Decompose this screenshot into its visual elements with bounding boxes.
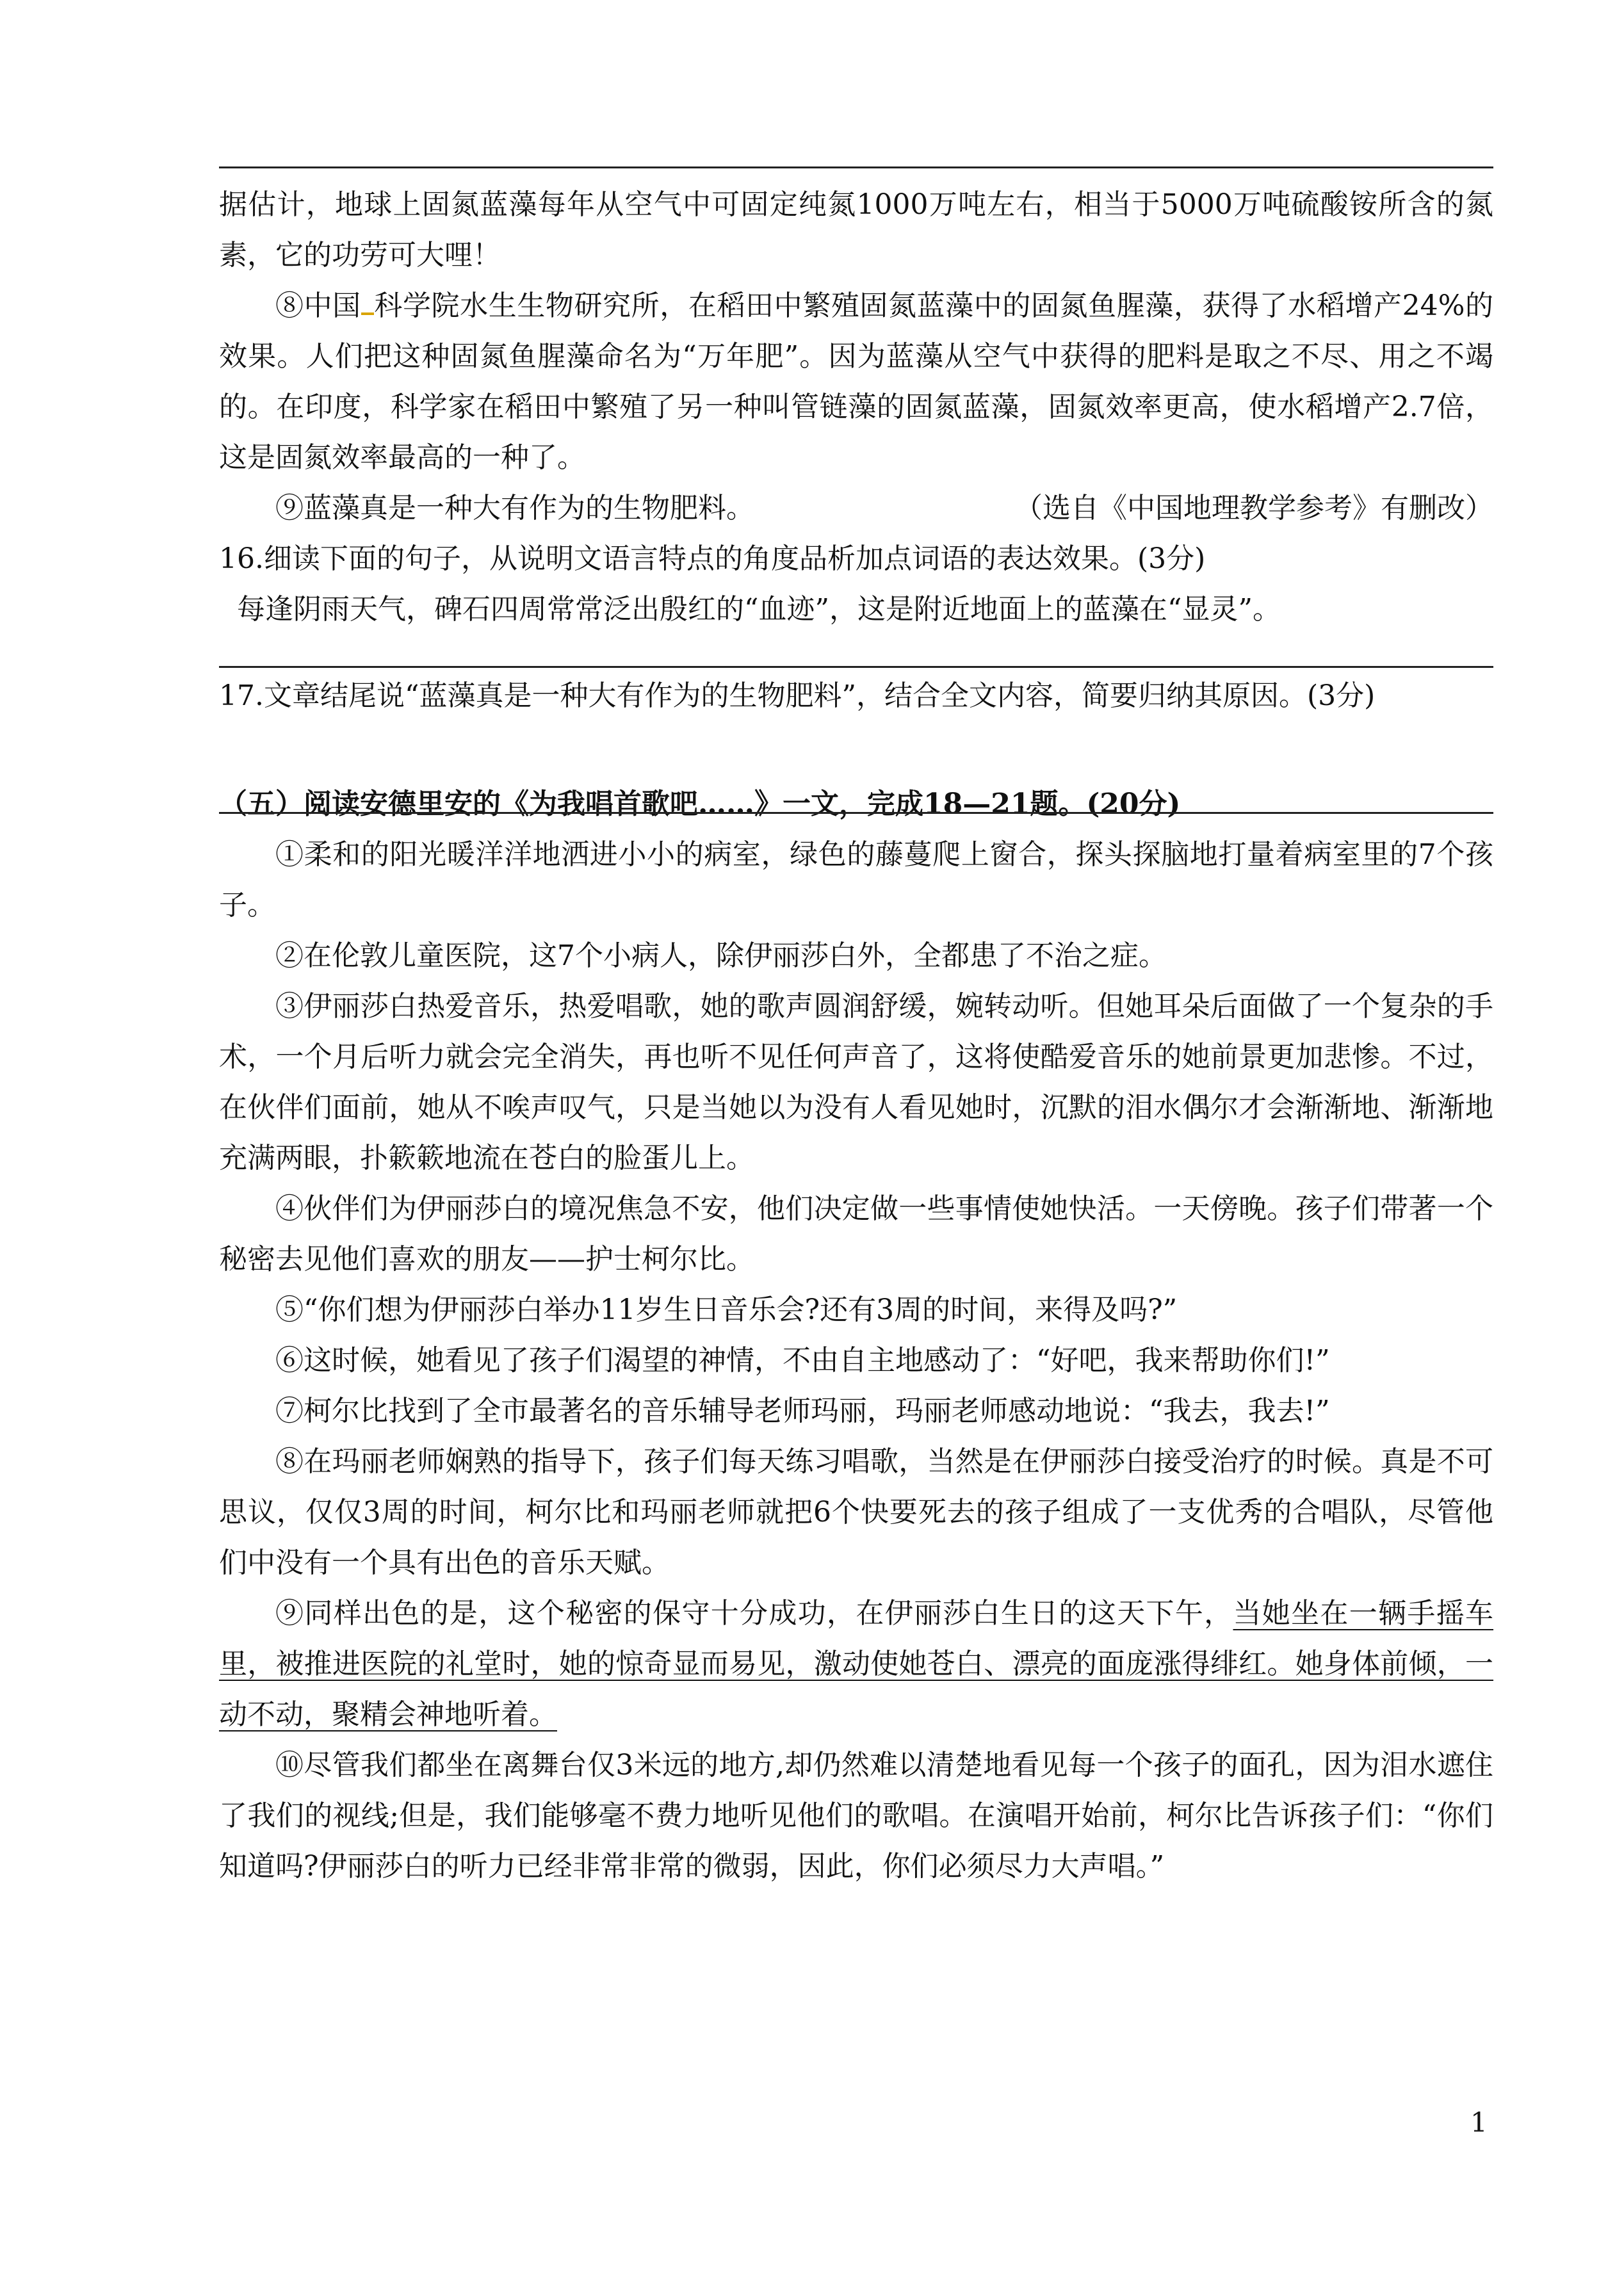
- answer-line-top: [219, 166, 1493, 168]
- story-paragraph-8: ⑧在玛丽老师娴熟的指导下，孩子们每天练习唱歌，当然是在伊丽莎白接受治疗的时候。真是不可思议，仅仅3周的时间，柯尔比和玛丽老师就把6个快要死去的孩子组成了一支优秀的合唱队，尽管他们中没有一个具有出色的音乐天赋。: [219, 1445, 1493, 1579]
- paragraph-8-start: ⑧中国: [275, 289, 361, 322]
- paragraph-8: [219, 280, 1493, 483]
- paragraph-7-continued: 据估计，地球上固氮蓝藻每年从空气中可固定纯氮1000万吨左右，相当于5000万吨硫酸铵所含的氮素，它的功劳可大哩！: [219, 188, 1493, 272]
- answer-line-17: [219, 812, 1493, 814]
- story-paragraph-1: ①柔和的阳光暖洋洋地洒进小小的病室，绿色的藤蔓爬上窗合，探头探脑地打量着病室里的7个孩子。: [219, 838, 1493, 921]
- story-paragraph-3: ③伊丽莎白热爱音乐，热爱唱歌，她的歌声圆润舒缓，婉转动听。但她耳朵后面做了一个复杂的手术，一个月后听力就会完全消失，再也听不见任何声音了，这将使酷爱音乐的她前景更加悲惨。不过，在伙伴们面前，她从不唉声叹气，只是当她以为没有人看见她时，沉默的泪水偶尔才会渐渐地、渐渐地充满两眼，扑簌簌地流在苍白的脸蛋儿上。: [219, 990, 1493, 1174]
- highlight-mark-icon: [361, 306, 374, 315]
- answer-line-16: [219, 666, 1493, 668]
- answer-space-17: [219, 721, 1493, 779]
- question-16-prompt: 16.细读下面的句子，从说明文语言特点的角度品析加点词语的表达效果。(3分): [219, 542, 1206, 575]
- story-paragraph-10: ⑩尽管我们都坐在离舞台仅3米远的地方,却仍然难以清楚地看见每一个孩子的面孔，因为泪水遮住了我们的视线;但是，我们能够毫不费力地听见他们的歌唱。在演唱开始前，柯尔比告诉孩子们：“你们知道吗?伊丽莎白的听力已经非常非常的微弱，因此，你们必须尽力大声唱。”: [219, 1749, 1493, 1883]
- story-paragraph-9-plain: ⑨同样出色的是，这个秘密的保守十分成功，在伊丽莎白生日的这天下午，: [275, 1597, 1233, 1630]
- paragraph-8-rest: 科学院水生生物研究所，在稻田中繁殖固氮蓝藻中的固氮鱼腥藻，获得了水稻增产24%的效果。人们把这种固氮鱼腥藻命名为“万年肥”。因为蓝藻从空气中获得的肥料是取之不尽、用之不竭的。在印度，科学家在稻田中繁殖了另一种叫管链藻的固氮蓝藻，固氮效率更高，使水稻增产2.7倍，这是固氮效率最高的一种了。: [219, 289, 1494, 474]
- story-paragraph-5: ⑤“你们想为伊丽莎白举办11岁生日音乐会?还有3周的时间，来得及吗?”: [275, 1293, 1178, 1326]
- story-paragraph-2: ②在伦敦儿童医院，这7个小病人，除伊丽莎白外，全都患了不治之症。: [275, 939, 1167, 972]
- story-paragraph-7: ⑦柯尔比找到了全市最著名的音乐辅导老师玛丽，玛丽老师感动地说：“我去，我去!”: [275, 1395, 1330, 1427]
- story-paragraph-6: ⑥这时候，她看见了孩子们渴望的神情，不由自主地感动了：“好吧，我来帮助你们!”: [275, 1344, 1330, 1377]
- question-17-prompt: 17.文章结尾说“蓝藻真是一种大有作为的生物肥料”，结合全文内容，简要归纳其原因。(3分): [219, 679, 1376, 712]
- page-number: 1: [1470, 2107, 1488, 2138]
- story-paragraph-9: [219, 1588, 1493, 1740]
- source-citation: （选自《中国地理教学参考》有删改）: [1014, 492, 1493, 524]
- paragraph-9-text: ⑨蓝藻真是一种大有作为的生物肥料。: [275, 492, 754, 524]
- section-5-heading: （五）阅读安德里安的《为我唱首歌吧……》一文，完成18—21题。(20分): [219, 788, 1181, 820]
- page-content: [219, 179, 1493, 1892]
- story-paragraph-4: ④伙伴们为伊丽莎白的境况焦急不安，他们决定做一些事情使她快活。一天傍晚。孩子们带著一个秘密去见他们喜欢的朋友——护士柯尔比。: [219, 1192, 1493, 1276]
- question-16-sentence: 每逢阴雨天气，碑石四周常常泛出殷红的“血迹”，这是附近地面上的蓝藻在“显灵”。: [237, 593, 1281, 626]
- story-paragraph-9-underlined: 当她坐在一辆手摇车里，被推进医院的礼堂时，她的惊奇显而易见，激动使她苍白、漂亮的面庞涨得绯红。她身体前倾，一动不动，聚精会神地听着。: [219, 1597, 1494, 1731]
- paragraph-9: [219, 483, 1493, 533]
- answer-space-16: [219, 635, 1493, 670]
